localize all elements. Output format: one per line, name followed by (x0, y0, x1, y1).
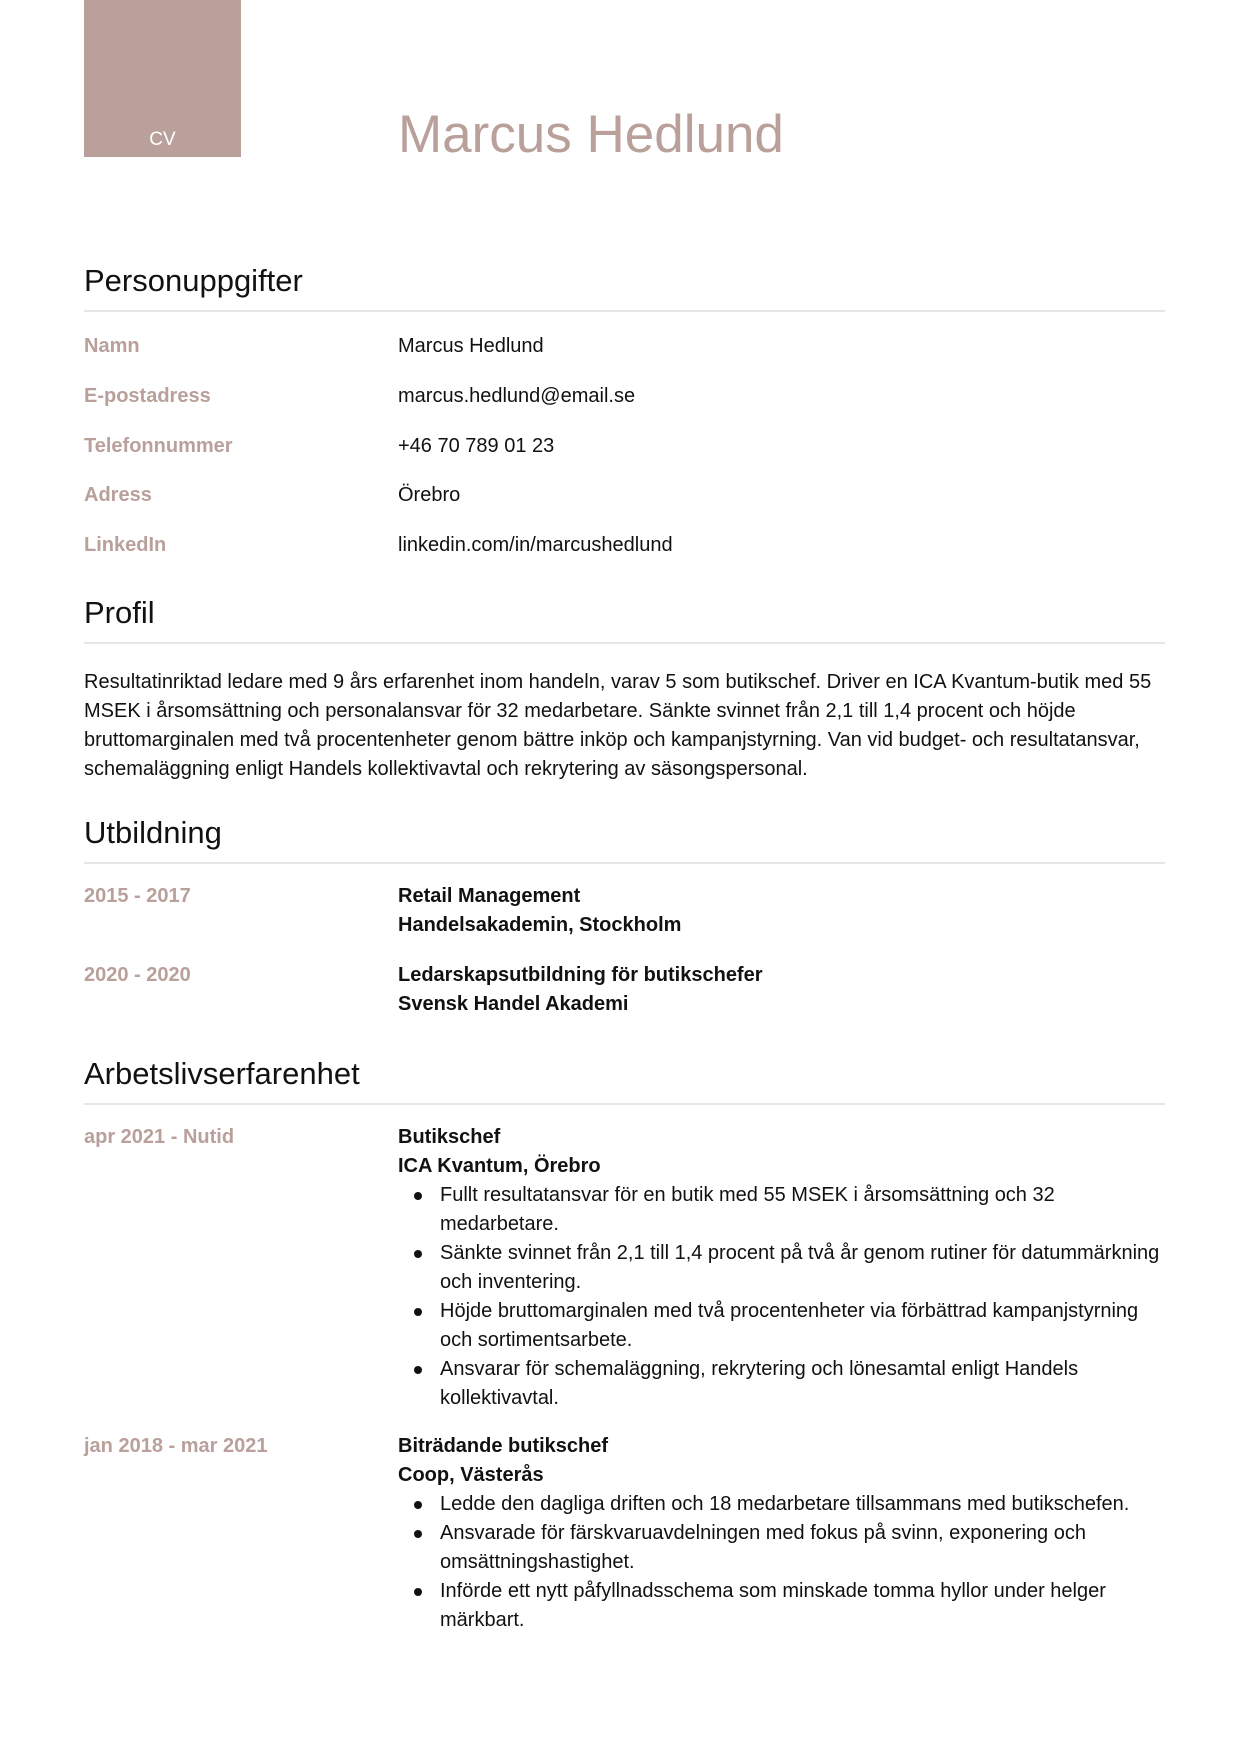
job-title: Butikschef (398, 1126, 501, 1148)
label-linkedin: LinkedIn (84, 534, 167, 556)
job-bullet: Sänkte svinnet från 2,1 till 1,4 procent på två år genom rutiner för datummärkning och inventering. (398, 1239, 1168, 1297)
job-entry (398, 1432, 1168, 1635)
job-employer: ICA Kvantum, Örebro (398, 1155, 601, 1177)
label-address: Adress (84, 484, 152, 506)
value-phone: +46 70 789 01 23 (398, 435, 555, 457)
education-school: Svensk Handel Akademi (398, 993, 629, 1015)
job-employer: Coop, Västerås (398, 1464, 544, 1486)
job-bullet: Ansvarar för schemaläggning, rekrytering och lönesamtal enligt Handels kollektivavtal. (398, 1355, 1168, 1413)
job-dates: apr 2021 - Nutid (84, 1126, 235, 1148)
education-dates: 2020 - 2020 (84, 964, 191, 986)
candidate-name-heading: Marcus Hedlund (398, 105, 784, 164)
cv-label: CV (149, 129, 176, 150)
job-bullet: Ledde den dagliga driften och 18 medarbetare tillsammans med butikschefen. (398, 1490, 1168, 1519)
education-title: Ledarskapsutbildning för butikschefer (398, 964, 763, 986)
education-school: Handelsakademin, Stockholm (398, 914, 682, 936)
job-bullet: Införde ett nytt påfyllnadsschema som minskade tomma hyllor under helger märkbart. (398, 1577, 1168, 1635)
value-email: marcus.hedlund@email.se (398, 385, 636, 407)
section-divider (84, 1103, 1165, 1105)
education-dates: 2015 - 2017 (84, 885, 191, 907)
job-dates: jan 2018 - mar 2021 (84, 1435, 268, 1457)
section-divider (84, 310, 1165, 312)
label-phone: Telefonnummer (84, 435, 233, 457)
job-bullet: Höjde bruttomarginalen med två procentenheter via förbättrad kampanjstyrning och sortimentsarbete. (398, 1297, 1168, 1355)
job-bullets (398, 1490, 1168, 1635)
section-title-education: Utbildning (84, 815, 222, 850)
job-bullets (398, 1181, 1168, 1413)
section-divider (84, 862, 1165, 864)
education-entry (398, 961, 1168, 1019)
job-entry (398, 1123, 1168, 1413)
value-name: Marcus Hedlund (398, 335, 544, 357)
education-entry (398, 882, 1168, 940)
label-name: Namn (84, 335, 140, 357)
education-title: Retail Management (398, 885, 581, 907)
profile-summary: Resultatinriktad ledare med 9 års erfarenhet inom handeln, varav 5 som butikschef. Driver en ICA Kvantum-butik med 55 MSEK i årsomsättning och personalansvar för 32 medarbetare. Sänkte svinnet från 2,1 till 1,4 procent och höjde bruttomarginalen med två procentenheter genom bättre inköp och kampanjstyrning. Van vid budget- och resultatansvar, schemaläggning enligt Handels kollektivavtal och rekrytering av säsongspersonal. (84, 671, 1152, 780)
section-title-experience: Arbetslivserfarenhet (84, 1056, 360, 1091)
section-title-profile: Profil (84, 595, 155, 630)
label-email: E-postadress (84, 385, 211, 407)
cv-badge (84, 0, 241, 157)
value-address: Örebro (398, 484, 461, 506)
job-title: Biträdande butikschef (398, 1435, 609, 1457)
section-title-personal: Personuppgifter (84, 263, 303, 298)
job-bullet: Fullt resultatansvar för en butik med 55 MSEK i årsomsättning och 32 medarbetare. (398, 1181, 1168, 1239)
section-divider (84, 642, 1165, 644)
value-linkedin: linkedin.com/in/marcushedlund (398, 534, 673, 556)
job-bullet: Ansvarade för färskvaruavdelningen med fokus på svinn, exponering och omsättningshastighet. (398, 1519, 1168, 1577)
